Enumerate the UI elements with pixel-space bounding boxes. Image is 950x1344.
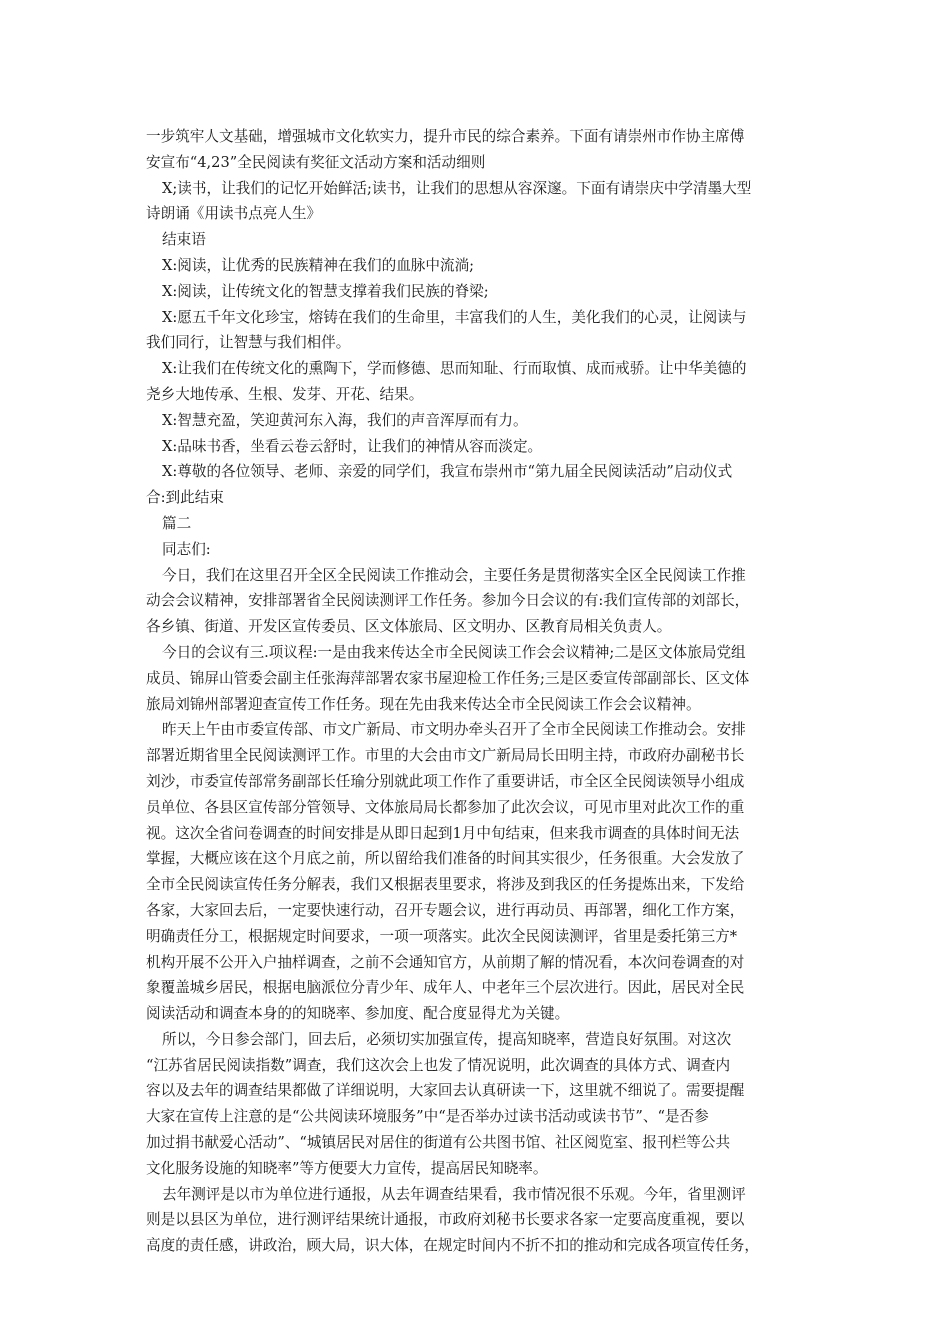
text-line: 高度的责任感，讲政治，顾大局，识大体，在规定时间内不折不扣的推动和完成各项宣传任务， (146, 1237, 759, 1255)
text-line: 所以，今日参会部门，回去后，必须切实加强宣传，提高知晓率，营造良好氛围。对这次 (162, 1030, 732, 1048)
text-line: 动会会议精神，安排部署省全民阅读测评工作任务。参加今日会议的有:我们宣传部的刘部长， (146, 592, 750, 610)
text-line: 各家，大家回去后，一定要快速行动，召开专题会议，进行再动员、再部署，细化工作方案， (146, 901, 745, 919)
text-line: 篇二 (162, 514, 192, 532)
text-line: 机构开展不公开入户抽样调查，之前不会通知官方，从前期了解的情况看，本次问卷调查的对 (146, 953, 745, 971)
text-line: 大家在宣传上注意的是“公共阅读环境服务”中“是否举办过读书活动或读书节”、“是否参 (146, 1108, 709, 1126)
text-line: 员单位、各县区宣传部分管领导、文体旅局局长都参加了此次会议，可见市里对此次工作的重 (146, 798, 745, 816)
text-line: 结束语 (162, 231, 206, 249)
text-line: 象覆盖城乡居民，根据电脑派位分青少年、成年人、中老年三个层次进行。因此，居民对全民 (146, 979, 745, 997)
text-line: 掌握，大概应该在这个月底之前，所以留给我们准备的时间其实很少，任务很重。大会发放了 (146, 850, 745, 868)
text-line: 各乡镇、街道、开发区宣传委员、区文体旅局、区文明办、区教育局相关负责人。 (146, 618, 672, 636)
text-line: 同志们: (162, 540, 211, 558)
text-line: 明确责任分工，根据规定时间要求，一项一项落实。此次全民阅读测评，省里是委托第三方* (146, 927, 738, 945)
text-line: 安宣布“4,23”全民阅读有奖征文活动方案和活动细则 (146, 153, 486, 171)
text-line: 刘沙，市委宣传部常务副部长任瑜分别就此项工作作了重要讲话，市全区全民阅读领导小组成 (146, 772, 745, 790)
text-line: “江苏省居民阅读指数”调查，我们这次会上也发了情况说明，此次调查的具体方式、调查内 (146, 1056, 731, 1074)
text-line: 文化服务设施的知晓率”等方便要大力宣传，提高居民知晓率。 (146, 1159, 548, 1177)
text-line: 合:到此结束 (146, 489, 224, 507)
text-line: 今日，我们在这里召开全区全民阅读工作推动会，主要任务是贯彻落实全区全民阅读工作推 (162, 566, 746, 584)
text-line: 全市全民阅读宣传任务分解表，我们又根据表里要求，将涉及到我区的任务提炼出来，下发给 (146, 876, 745, 894)
text-line: 部署近期省里全民阅读测评工作。市里的大会由市文广新局局长田明主持，市政府办副秘书长 (146, 747, 745, 765)
text-line: X:阅读，让优秀的民族精神在我们的血脉中流淌; (162, 256, 475, 274)
text-line: X:尊敬的各位领导、老师、亲爱的同学们，我宣布崇州市“第九届全民阅读活动”启动仪式 (162, 463, 733, 481)
text-line: 加过捐书献爱心活动”、“城镇居民对居住的街道有公共图书馆、社区阅览室、报刊栏等公共 (146, 1134, 731, 1152)
text-line: X:品味书香，坐看云卷云舒时，让我们的神情从容而淡定。 (162, 437, 543, 455)
text-line: 成员、锦屏山管委会副主任张海萍部署农家书屋迎检工作任务;三是区委宣传部副部长、区文体 (146, 669, 750, 687)
text-line: X:愿五千年文化珍宝，熔铸在我们的生命里，丰富我们的人生，美化我们的心灵，让阅读与 (162, 308, 747, 326)
document-body (146, 124, 814, 1259)
text-line: X:智慧充盈，笑迎黄河东入海，我们的声音浑厚而有力。 (162, 411, 528, 429)
text-line: 阅读活动和调查本身的的知晓率、参加度、配合度显得尤为关键。 (146, 1005, 570, 1023)
text-line: 容以及去年的调查结果都做了详细说明，大家回去认真研读一下，这里就不细说了。需要提醒 (146, 1082, 745, 1100)
text-line: X:阅读，让传统文化的智慧支撑着我们民族的脊梁; (162, 282, 489, 300)
text-line: 去年测评是以市为单位进行通报，从去年调查结果看，我市情况很不乐观。今年，省里测评 (162, 1185, 746, 1203)
document-page (146, 124, 814, 1259)
text-line: 我们同行，让智慧与我们相伴。 (146, 334, 351, 352)
text-line: X;读书，让我们的记忆开始鲜活;读书，让我们的思想从容深邃。下面有请崇庆中学清墨大型 (162, 179, 752, 197)
text-line: 昨天上午由市委宣传部、市文广新局、市文明办牵头召开了全市全民阅读工作推动会。安排 (162, 721, 746, 739)
text-line: 今日的会议有三.项议程:一是由我来传达全市全民阅读工作会会议精神;二是区文体旅局党组 (162, 643, 746, 661)
text-line: 则是以县区为单位，进行测评结果统计通报，市政府刘秘书长要求各家一定要高度重视，要以 (146, 1211, 745, 1229)
text-line: 视。这次全省问卷调查的时间安排是从即日起到1月中旬结束，但来我市调查的具体时间无法 (146, 824, 740, 842)
text-line: 诗朗诵《用读书点亮人生》 (146, 205, 322, 223)
text-line: X:让我们在传统文化的熏陶下，学而修德、思而知耻、行而取慎、成而戒骄。让中华美德的 (162, 360, 747, 378)
text-line: 一步筑牢人文基础，增强城市文化软实力，提升市民的综合素养。下面有请崇州市作协主席傅 (146, 128, 745, 145)
text-line: 旅局刘锦州部署迎查宣传工作任务。现在先由我来传达全市全民阅读工作会会议精神。 (146, 695, 701, 713)
text-line: 尧乡大地传承、生根、发芽、开花、结果。 (146, 385, 424, 403)
